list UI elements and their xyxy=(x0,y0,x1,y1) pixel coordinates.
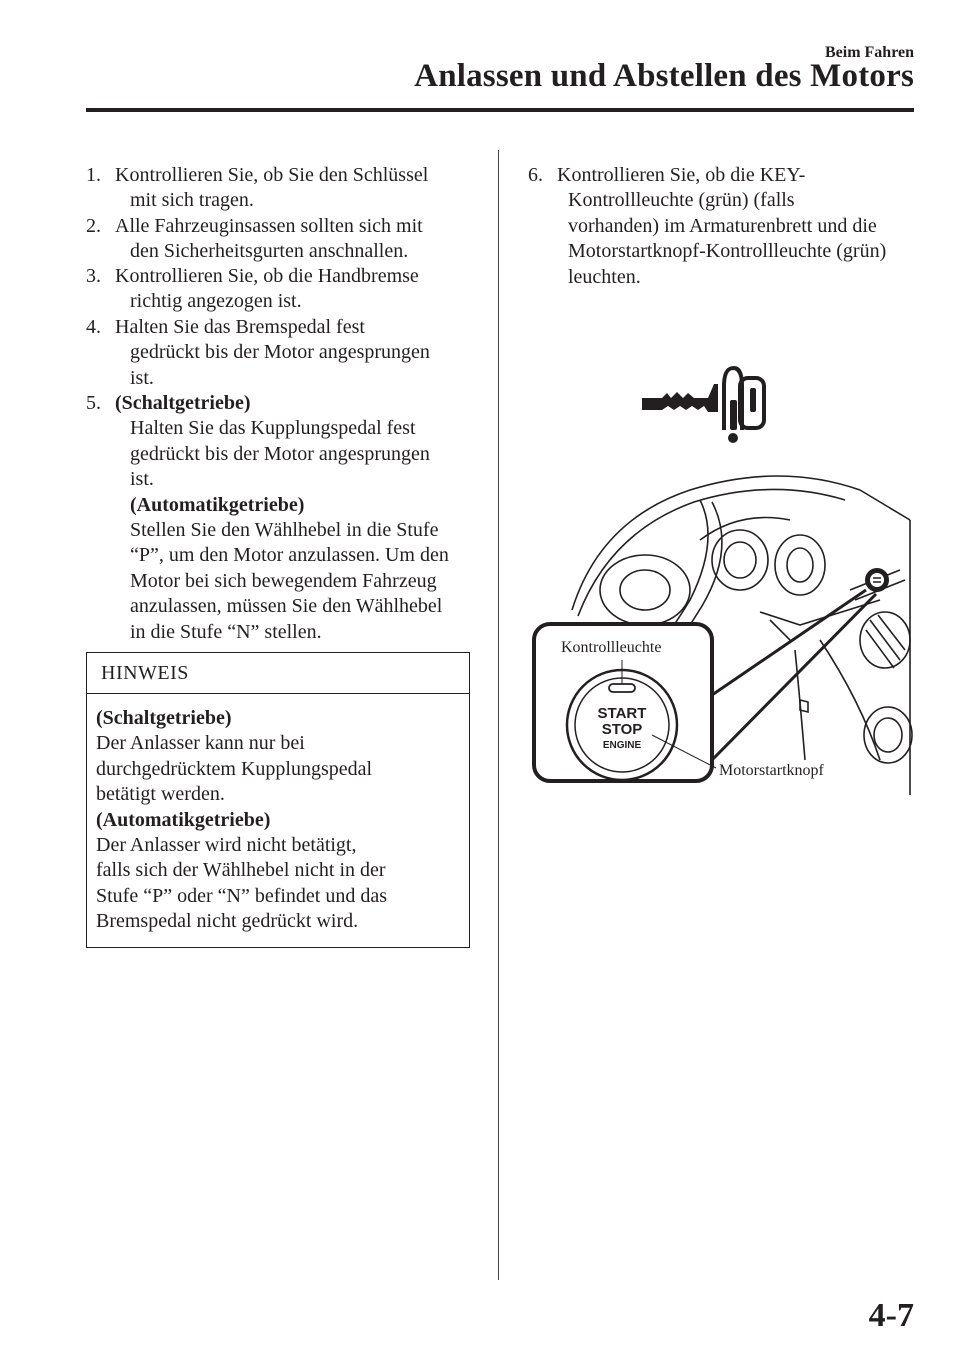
note-title: HINWEIS xyxy=(101,662,189,684)
label-motorstartknopf: Motorstartknopf xyxy=(719,762,824,779)
note-line: Stufe “P” oder “N” befindet und das xyxy=(96,884,388,907)
step-line: Halten Sie das Bremspedal fest xyxy=(115,316,365,338)
label-kontrollleuchte: Kontrollleuchte xyxy=(561,639,662,656)
step-line: gedrückt bis der Motor angesprungen xyxy=(130,341,430,364)
step-line: Alle Fahrzeuginsassen sollten sich mit xyxy=(115,215,423,237)
button-label-stop: STOP xyxy=(601,721,643,738)
step-heading-manual: (Schaltgetriebe) xyxy=(115,392,251,414)
button-label-engine: ENGINE xyxy=(602,740,642,751)
column-divider xyxy=(498,150,499,1280)
button-label-start: START xyxy=(597,705,647,722)
step-line: in die Stufe “N” stellen. xyxy=(130,620,322,643)
dashboard-illustration xyxy=(520,355,920,795)
note-box xyxy=(86,652,470,948)
step-line: richtig angezogen ist. xyxy=(130,290,302,313)
step-line: anzulassen, müssen Sie den Wählhebel xyxy=(130,595,443,618)
step-line: Stellen Sie den Wählhebel in die Stufe xyxy=(130,519,439,542)
step-line: Motorstartknopf-Kontrollleuchte (grün) xyxy=(568,240,887,263)
step-line: Halten Sie das Kupplungspedal fest xyxy=(130,417,416,440)
note-divider xyxy=(87,693,469,694)
step-line: ist. xyxy=(130,468,154,491)
step-line: leuchten. xyxy=(568,265,641,288)
note-line: Der Anlasser kann nur bei xyxy=(96,732,305,755)
step-line: Kontrollieren Sie, ob Sie den Schlüssel xyxy=(115,164,429,186)
step-heading-automatic: (Automatikgetriebe) xyxy=(130,493,305,516)
note-heading-manual: (Schaltgetriebe) xyxy=(96,707,232,729)
step-line: vorhanden) im Armaturenbrett und die xyxy=(568,214,877,237)
step-number: 2. xyxy=(86,215,101,237)
note-line: durchgedrücktem Kupplungspedal xyxy=(96,757,373,780)
step-line: Kontrollieren Sie, ob die KEY- xyxy=(557,164,806,186)
section-label: Beim Fahren xyxy=(824,44,914,61)
note-line: Der Anlasser wird nicht betätigt, xyxy=(96,834,357,857)
step-line: “P”, um den Motor anzulassen. Um den xyxy=(130,544,449,567)
page-number: 4-7 xyxy=(868,1297,914,1334)
page-title: Anlassen und Abstellen des Motors xyxy=(414,58,914,94)
note-line: falls sich der Wählhebel nicht in der xyxy=(96,859,386,882)
step-line: gedrückt bis der Motor angesprungen xyxy=(130,442,430,465)
key-warning-icon xyxy=(642,366,764,443)
step-line: mit sich tragen. xyxy=(130,189,254,212)
step-line: Motor bei sich bewegendem Fahrzeug xyxy=(130,569,437,592)
step-line: den Sicherheitsgurten anschnallen. xyxy=(130,240,409,263)
callout-lines xyxy=(712,590,876,760)
step-number: 5. xyxy=(86,392,101,414)
step-number: 4. xyxy=(86,316,101,338)
step-number: 6. xyxy=(528,164,543,186)
note-line: Bremspedal nicht gedrückt wird. xyxy=(96,910,359,933)
step-number: 3. xyxy=(86,265,101,287)
step-number: 1. xyxy=(86,164,101,186)
step-line: Kontrollleuchte (grün) (falls xyxy=(568,189,795,212)
header-rule xyxy=(86,108,914,112)
step-line: ist. xyxy=(130,366,154,389)
note-body xyxy=(96,706,387,935)
note-heading-automatic: (Automatikgetriebe) xyxy=(96,808,271,831)
step-line: Kontrollieren Sie, ob die Handbremse xyxy=(115,265,419,287)
note-line: betätigt werden. xyxy=(96,783,225,806)
dashboard-start-button xyxy=(865,568,889,592)
